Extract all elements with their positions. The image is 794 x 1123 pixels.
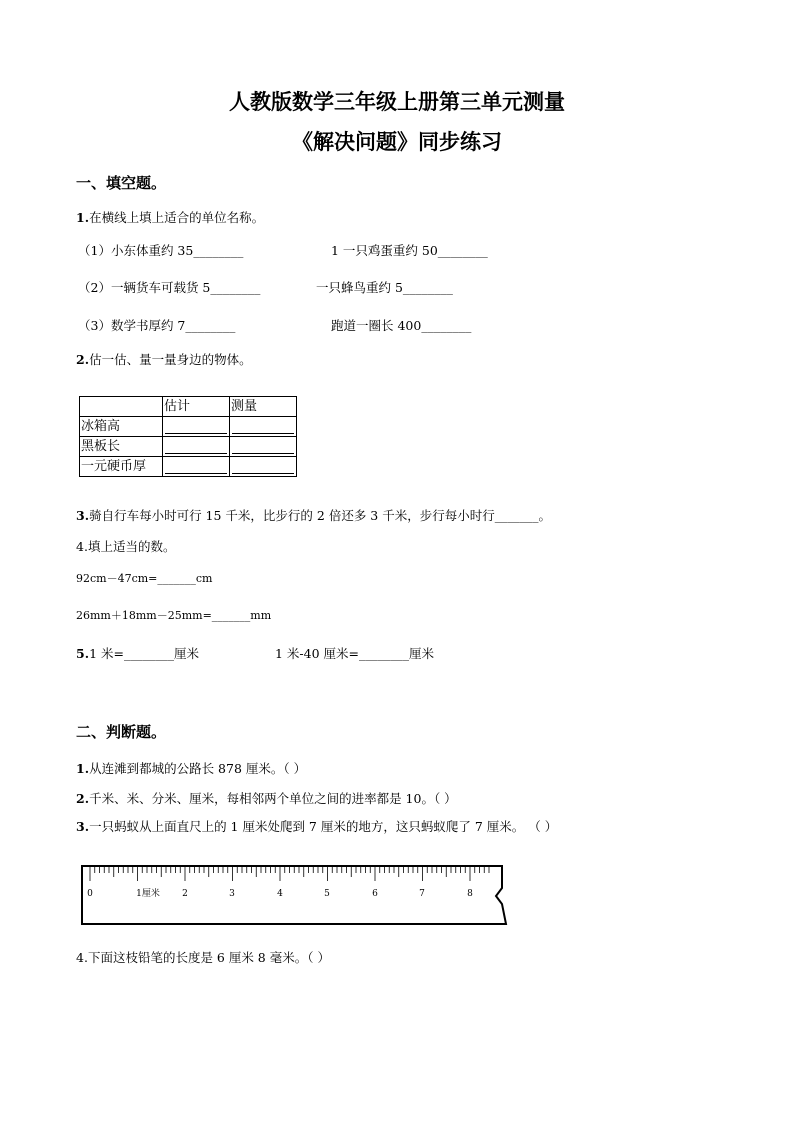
question-text: 一只蚂蚁从上面直尺上的 1 厘米处爬到 7 厘米的地方，这只蚂蚁爬了 7 厘米。 （ ） (89, 819, 558, 834)
question-2-4 (76, 948, 330, 966)
question-number: 4. (76, 539, 88, 554)
question-number: 5. (76, 646, 90, 661)
table-row-label: 冰箱高 (80, 417, 163, 437)
ruler-label-5: 5 (324, 889, 330, 899)
question-number: 2. (76, 352, 90, 367)
table-header-cell: 估计 (163, 397, 230, 417)
answer-line (232, 433, 294, 434)
ruler-label-0: 0 (87, 889, 93, 899)
ruler-label-3: 3 (229, 889, 235, 899)
answer-line (165, 473, 227, 474)
question-text: 在横线上填上适合的单位名称。 (89, 210, 265, 225)
equation-1: 92cm－47cm=_______cm (76, 572, 213, 585)
measure-answer-cell[interactable] (230, 437, 297, 457)
question-number: 1. (76, 761, 90, 776)
q1-item-1-left: （1）小东体重约 35________ (78, 243, 244, 258)
ruler-label-1: 1厘米 (136, 889, 160, 899)
ruler-label-4: 4 (277, 889, 283, 899)
question-text: 1 米=________厘米 (89, 646, 199, 661)
question-1-1 (76, 208, 264, 226)
estimate-answer-cell[interactable] (163, 437, 230, 457)
table-row (80, 417, 297, 437)
question-1-5-right: 1 米-40 厘米=________厘米 (275, 646, 435, 661)
answer-line (165, 433, 227, 434)
question-text: 估一估、量一量身边的物体。 (89, 352, 252, 367)
question-number: 3. (76, 508, 90, 523)
table-row (80, 457, 297, 477)
question-text: 千米、米、分米、厘米，每相邻两个单位之间的进率都是 10。（ ） (89, 791, 457, 806)
question-2-2 (76, 789, 457, 807)
question-2-1 (76, 759, 306, 777)
q1-item-2-left: （2）一辆货车可载货 5________ (78, 280, 261, 295)
table-row-label: 黑板长 (80, 437, 163, 457)
estimate-table (79, 396, 297, 477)
question-1-4 (76, 537, 175, 555)
question-text: 骑自行车每小时可行 15 千米，比步行的 2 倍还多 3 千米，步行每小时行_______。 (89, 508, 551, 523)
q1-item-1-right: 1 一只鸡蛋重约 50________ (331, 243, 488, 258)
question-1-3 (76, 506, 551, 524)
question-number: 3. (76, 819, 90, 834)
ruler-label-6: 6 (372, 889, 378, 899)
ruler-label-8: 8 (467, 889, 473, 899)
q1-item-2-right: 一只蜂鸟重约 5________ (316, 280, 453, 295)
answer-line (232, 473, 294, 474)
section1-heading: 一、填空题。 (76, 174, 167, 192)
ruler (78, 862, 518, 932)
answer-line (165, 453, 227, 454)
measure-answer-cell[interactable] (230, 457, 297, 477)
estimate-answer-cell[interactable] (163, 417, 230, 437)
question-text: 下面这枝铅笔的长度是 6 厘米 8 毫米。（ ） (87, 950, 330, 965)
table-header-cell (80, 397, 163, 417)
question-1-2 (76, 350, 252, 368)
table-row (80, 437, 297, 457)
table-header-cell: 测量 (230, 397, 297, 417)
table-header-row (80, 397, 297, 417)
measure-answer-cell[interactable] (230, 417, 297, 437)
ruler-label-2: 2 (182, 889, 188, 899)
question-2-3 (76, 817, 557, 835)
page-title-line2: 《解决问题》同步练习 (292, 130, 502, 154)
equation-2: 26mm＋18mm－25mm=_______mm (76, 609, 272, 622)
question-number: 2. (76, 791, 90, 806)
question-number: 4. (76, 950, 88, 965)
question-text: 从连滩到都城的公路长 878 厘米。（ ） (89, 761, 307, 776)
question-1-5-left (76, 644, 199, 662)
question-number: 1. (76, 210, 90, 225)
ruler-label-7: 7 (419, 889, 425, 899)
page-title-line1: 人教版数学三年级上册第三单元测量 (229, 90, 565, 114)
answer-line (232, 453, 294, 454)
question-text: 填上适当的数。 (87, 539, 176, 554)
table-row-label: 一元硬币厚 (80, 457, 163, 477)
section2-heading: 二、判断题。 (76, 723, 167, 741)
q1-item-3-left: （3）数学书厚约 7________ (78, 318, 236, 333)
estimate-answer-cell[interactable] (163, 457, 230, 477)
q1-item-3-right: 跑道一圈长 400________ (331, 318, 472, 333)
